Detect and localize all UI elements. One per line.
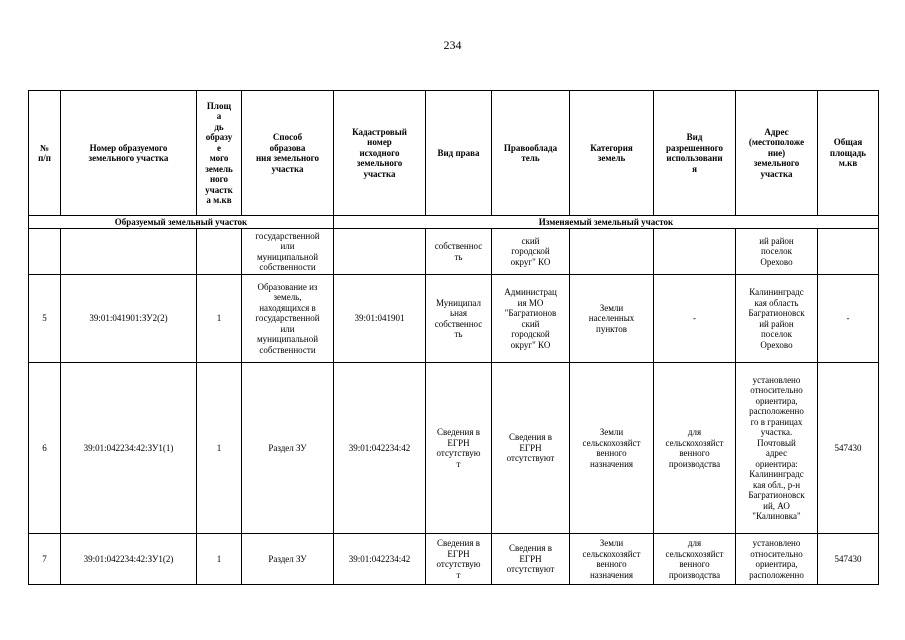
table-row [29, 229, 879, 275]
cell-cadastral: 39:01:042234:42 [334, 363, 426, 534]
land-plots-table [28, 90, 879, 585]
header-land-category: Категория земель [570, 91, 654, 216]
cell-num: 7 [29, 534, 61, 585]
header-plot-area: Площ а дь образу е мого земель ного участк а м.кв [197, 91, 242, 216]
cell-method: Раздел ЗУ [242, 363, 334, 534]
cell-plot-number: 39:01:041901:ЗУ2(2) [61, 275, 197, 363]
cell-right: собственнос ть [426, 229, 492, 275]
cell-plot-number [61, 229, 197, 275]
cell-method: Образование из земель, находящихся в государственной или муниципальной собственности [242, 275, 334, 363]
cell-use: для сельскохозяйст венного производства [654, 363, 736, 534]
cell-num [29, 229, 61, 275]
section-changed-plot: Изменяемый земельный участок [334, 216, 879, 229]
cell-total: 547430 [818, 363, 879, 534]
cell-category: Земли сельскохозяйст венного назначения [570, 534, 654, 585]
cell-num: 5 [29, 275, 61, 363]
cell-cadastral: 39:01:041901 [334, 275, 426, 363]
cell-owner: ский городской округ" КО [492, 229, 570, 275]
cell-area: 1 [197, 534, 242, 585]
cell-plot-number: 39:01:042234:42:ЗУ1(1) [61, 363, 197, 534]
cell-owner: Сведения в ЕГРН отсутствуют [492, 534, 570, 585]
header-formation-method: Способ образова ния земельного участка [242, 91, 334, 216]
cell-category: Земли сельскохозяйст венного назначения [570, 363, 654, 534]
cell-category: Земли населенных пунктов [570, 275, 654, 363]
header-total-area: Общая площадь м.кв [818, 91, 879, 216]
cell-use [654, 229, 736, 275]
table-row [29, 534, 879, 585]
section-row [29, 216, 879, 229]
table-row [29, 363, 879, 534]
cell-right: Муниципал ьная собственнос ть [426, 275, 492, 363]
cell-plot-number: 39:01:042234:42:ЗУ1(2) [61, 534, 197, 585]
cell-cadastral: 39:01:042234:42 [334, 534, 426, 585]
cell-address: Калининградс кая область Багратионовск ий район поселок Орехово [736, 275, 818, 363]
header-address: Адрес (местоположе ние) земельного участка [736, 91, 818, 216]
section-formed-plot: Образуемый земельный участок [29, 216, 334, 229]
header-row [29, 91, 879, 216]
cell-right: Сведения в ЕГРН отсутствую т [426, 363, 492, 534]
cell-owner: Сведения в ЕГРН отсутствуют [492, 363, 570, 534]
cell-address: установлено относительно ориентира, расположенно [736, 534, 818, 585]
cell-owner: Администрац ия МО "Багратионов ский городской округ" КО [492, 275, 570, 363]
cell-area: 1 [197, 363, 242, 534]
header-cadastral-number: Кадастровый номер исходного земельного участка [334, 91, 426, 216]
cell-method: Раздел ЗУ [242, 534, 334, 585]
cell-address: ий район поселок Орехово [736, 229, 818, 275]
cell-method: государственной или муниципальной собственности [242, 229, 334, 275]
cell-address: установлено относительно ориентира, расположенно го в границах участка. Почтовый адрес ориентира: Калининградс кая обл., р-н Багратионовск ий, АО "Калиновка" [736, 363, 818, 534]
cell-total [818, 229, 879, 275]
cell-right: Сведения в ЕГРН отсутствую т [426, 534, 492, 585]
page-number: 234 [443, 38, 462, 52]
header-plot-number: Номер образуемого земельного участка [61, 91, 197, 216]
header-owner: Правооблада тель [492, 91, 570, 216]
header-number-col: № п/п [29, 91, 61, 216]
header-permitted-use: Вид разрешенного использовани я [654, 91, 736, 216]
cell-area: 1 [197, 275, 242, 363]
cell-total: - [818, 275, 879, 363]
table-row [29, 275, 879, 363]
cell-cadastral [334, 229, 426, 275]
cell-category [570, 229, 654, 275]
cell-num: 6 [29, 363, 61, 534]
cell-total: 547430 [818, 534, 879, 585]
cell-use: для сельскохозяйст венного производства [654, 534, 736, 585]
cell-use: - [654, 275, 736, 363]
header-right-type: Вид права [426, 91, 492, 216]
cell-area [197, 229, 242, 275]
